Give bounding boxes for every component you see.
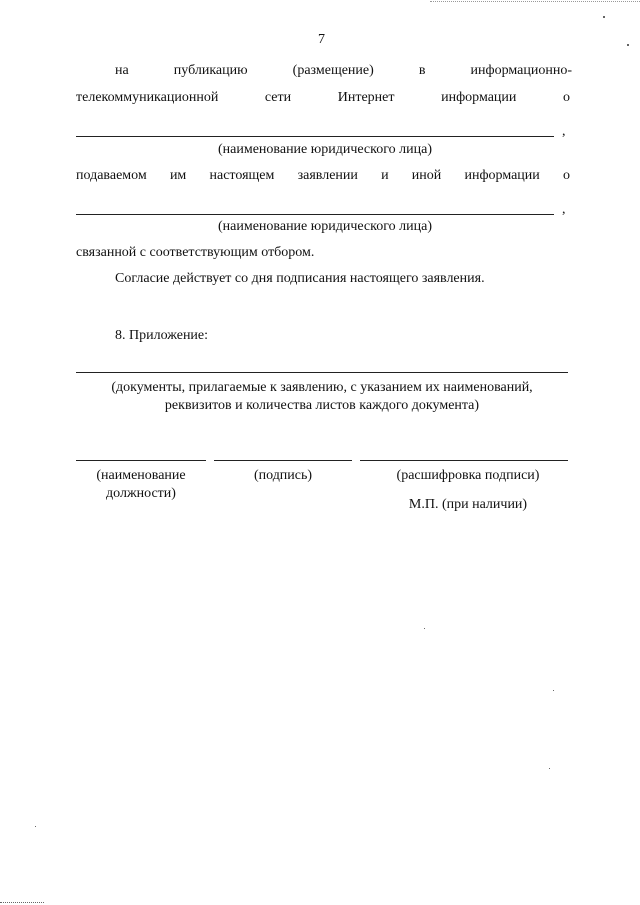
scan-speck — [627, 44, 629, 46]
paragraph-line-4: связанной с соответствующим отбором. — [76, 245, 315, 260]
caption-position-line-1: (наименование — [96, 468, 186, 483]
word: сети — [264, 90, 292, 105]
attachment-heading: 8. Приложение: — [115, 328, 209, 343]
word: настоящем — [209, 168, 275, 183]
caption-signature: (подпись) — [253, 468, 313, 483]
word: публикацию — [173, 63, 248, 78]
caption-signature-decoding: (расшифровка подписи) — [396, 468, 540, 483]
scan-speck — [424, 628, 425, 629]
word: информационно- — [470, 63, 572, 78]
scan-speck — [553, 690, 554, 691]
stamp-note: М.П. (при наличии) — [408, 497, 528, 512]
word: и — [381, 168, 389, 183]
word: Интернет — [337, 90, 395, 105]
word: иной — [411, 168, 442, 183]
blank-line-position — [76, 460, 206, 461]
word: заявлении — [297, 168, 358, 183]
scan-speck — [35, 826, 36, 827]
attachment-caption-line-1: (документы, прилагаемые к заявлению, с указанием их наименований, — [111, 380, 533, 395]
blank-line-decoding — [360, 460, 568, 461]
attachment-caption-line-2: реквизитов и количества листов каждого документа) — [164, 398, 480, 413]
word: о — [563, 168, 570, 183]
scan-speck — [549, 768, 550, 769]
blank-line-attachment — [76, 372, 568, 373]
word: им — [169, 168, 187, 183]
caption-position-line-2: должности) — [106, 486, 176, 501]
scan-edge-mark — [0, 902, 44, 903]
comma-1: , — [562, 124, 566, 139]
paragraph-line-2 — [76, 90, 570, 106]
comma-2: , — [562, 202, 566, 217]
word: (размещение) — [292, 63, 374, 78]
scan-speck — [603, 16, 605, 18]
paragraph-line-3 — [76, 168, 570, 184]
word: о — [563, 90, 570, 105]
word: информации — [441, 90, 517, 105]
word: подаваемом — [76, 168, 147, 183]
page-number: 7 — [318, 32, 325, 47]
blank-line-signature — [214, 460, 352, 461]
scan-edge-mark — [430, 1, 640, 2]
blank-line-legal-entity-1 — [76, 136, 554, 137]
consent-sentence: Согласие действует со дня подписания настоящего заявления. — [115, 271, 485, 286]
paragraph-line-1 — [115, 63, 572, 79]
word: в — [418, 63, 426, 78]
caption-legal-entity-1: (наименование юридического лица) — [218, 142, 432, 157]
word: телекоммуникационной — [76, 90, 219, 105]
word: информации — [464, 168, 540, 183]
caption-legal-entity-2: (наименование юридического лица) — [218, 219, 432, 234]
blank-line-legal-entity-2 — [76, 214, 554, 215]
word: на — [115, 63, 129, 78]
